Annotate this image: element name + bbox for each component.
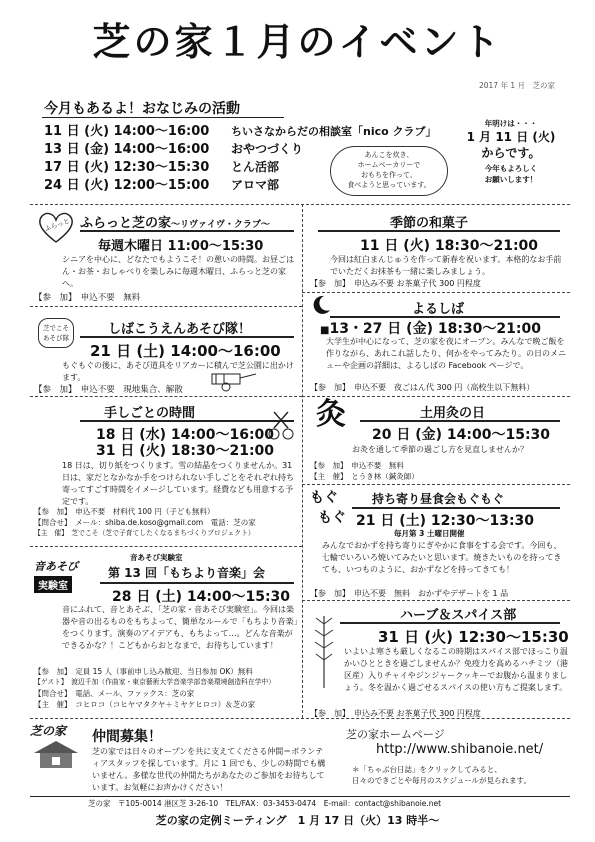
mogumogu-badge-1: もぐ (310, 490, 338, 506)
wagashi-info: 【参 加】 申込み不要 お茶菓子代 300 円程度 (310, 279, 481, 288)
info-value: 申込不要 無料 (80, 293, 141, 303)
info-row: 【参 加】 定員 15 人（事前申し込み歓迎、当日参加 OK）無料 (34, 667, 253, 676)
herb-info: 【参 加】 申込み不要 お茶菓子代 300 円程度 (310, 709, 481, 718)
ongaku-info (34, 666, 302, 710)
ongaku-body: 音にふれて、音とあそぶ、｢芝の家・音あそび実験室｣。今回は楽器や音の出るものをもちよって、簡単なルールで「もちより音楽」をつくります。演奏のアイデアも、もちよって…。どんな音楽ができるかな？！こどもからおとなまで、お待ちしています！ (62, 605, 298, 650)
homepage-label: 芝の家ホームページ (346, 728, 445, 741)
tegoto-time-2: 31 日 (火) 18:30〜21:00 (96, 443, 275, 459)
info-value: 申込不要 現地集合、解散 (80, 385, 183, 395)
shibakouen-info: 【参 加】 申込不要 現地集合、解散 (34, 385, 183, 395)
shibakouen-body: もぐもぐの後に、あそび道具をリアカーに積んで芝公園に出かけます。 (62, 361, 294, 382)
page-subtitle: 2017 年 1 月 芝の家 (478, 81, 555, 90)
info-row: 【主 催】 芝でこそ（芝で子育てしたくなるまちづくりプロジェクト） (34, 529, 255, 537)
furatto-badge-text: ふらっと (43, 216, 71, 234)
logo-text: 芝の家 (30, 724, 67, 738)
info-value: とうき林（鍼灸師） (351, 472, 419, 481)
herb-icon (312, 610, 336, 690)
info-value: 申込不要 夜ごはん代 300 円（高校生以下無料） (354, 383, 535, 392)
shibakouen-time: 21 日 (土) 14:00〜16:00 (90, 342, 281, 360)
info-label: 参 加 (318, 279, 342, 288)
ongaku-logo (34, 558, 96, 594)
furatto-title-main: ふらっと芝の家 (80, 216, 172, 231)
doyou-time: 20 日 (金) 14:00〜15:30 (372, 427, 551, 443)
regular-bubble: あんこを炊き、 ホームベーカリーで おもちを作って、 食べようと思っています。 (330, 146, 448, 196)
wagashi-time: 11 日 (火) 18:30〜21:00 (360, 238, 539, 254)
mogumogu-badge (310, 488, 346, 528)
info-label: 主 催 (317, 472, 340, 481)
info-value: 渡辺千加（作曲家・東京藝術大学音楽学部音楽環境創造科在学中） (71, 678, 276, 686)
page-title: 芝の家１月のイベント (92, 20, 503, 64)
cart-icon (204, 370, 260, 392)
info-value: 申込不要 無料 おかずやデザートを 1 品 (354, 589, 509, 598)
scissors-icon (268, 410, 294, 444)
info-label: 主 催 (41, 700, 64, 709)
info-label: 参 加 (42, 385, 69, 395)
nakama-body: 芝の家では日々のオープンを共に支えてくださる仲間＝ボランティアスタッフを探しています。月に 1 回でも、少しの時間でも構いません。多様な世代の仲間たちがあなたのご参加をお待ちしています。お気軽にお声かけください！ (92, 747, 326, 792)
yorushiba-info: 【参 加】 申込不要 夜ごはん代 300 円（高校生以下無料） (310, 383, 535, 392)
house-icon (30, 739, 82, 769)
mogumogu-info: 【参 加】 申込不要 無料 おかずやデザートを 1 品 (310, 589, 509, 598)
ongaku-logo-bottom: 実験室 (34, 576, 72, 593)
info-value: 申込み不要 お茶菓子代 300 円程度 (354, 279, 481, 288)
mogumogu-body: みんなでおかずを持ち寄りにぎやかに食事をする会です。今回も、七輪でいろいろ焼いてみたいと思います。焼きたいものを持ってきても、いつものように、おかずなどを持ってきても！ (322, 541, 562, 574)
info-label: 主 催 (40, 529, 62, 537)
furatto-title-sub: 〜リヴァイヴ・クラブ〜 (171, 220, 270, 230)
yorushiba-time (320, 318, 541, 338)
homepage-note: ＊「ちゃぶ台日誌」をクリックしてみると、 日々のできごとや毎月のスケジュールが見られます。 (352, 765, 531, 785)
mogumogu-time: 21 日 (土) 12:30〜13:30 (356, 513, 535, 529)
regular-date: 13 日 (金) 14:00〜16:00 (44, 142, 210, 157)
regular-date: 24 日 (火) 12:00〜15:00 (44, 178, 210, 193)
herb-body: いよいよ寒さも厳しくなるこの時期はスパイス部でほっこり温かいひとときを過ごしませんか？免疫力を高めるハチミツ（港区産）入りチャイやジンジャークッキーでお腹から温まりましょう。冬を温かく過ごせるスパイスの使い方もご提案します。 (344, 647, 568, 692)
newyear-line1: 年明けは・・・ (484, 119, 538, 128)
info-row: 【参 加】 申込不要 無料 (310, 461, 404, 470)
home-icon: ■ (320, 325, 330, 336)
info-label: 参 加 (41, 507, 64, 516)
doyou-body: お灸を通して季節の過ごし方を見直しませんか？ (352, 445, 528, 454)
info-row: 【問合せ】 電話、メール、ファックス：芝の家 (34, 689, 195, 698)
regular-row (44, 120, 437, 139)
regular-name: アロマ部 (231, 178, 280, 192)
tegoto-title: 手しごとの時間 (104, 406, 196, 421)
info-label: ゲスト (40, 678, 61, 686)
furatto-title (80, 212, 270, 231)
doyou-info (310, 460, 419, 482)
info-value: コヒロコ（コヒヤマタクヤ＋ミヤケヒロコ）＆芝の家 (75, 700, 256, 709)
info-row: 【問合せ】 メール：shiba.de.koso@gmail.com 電話：芝の家 (34, 518, 256, 527)
homepage-url[interactable]: http://www.shibanoie.net/ (376, 742, 544, 757)
info-label: 参 加 (41, 667, 64, 676)
doyou-kanji: 灸 (316, 397, 346, 432)
yorushiba-title: よるしば (412, 302, 465, 317)
info-value: 申込不要 無料 (351, 461, 404, 470)
info-value: 定員 15 人（事前申し込み歓迎、当日参加 OK）無料 (75, 667, 253, 676)
info-row: 【参 加】 申込不要 材料代 100 円（子ども無料） (34, 507, 215, 516)
furatto-body: シニアを中心に、どなたでもようこそ！の憩いの時間。お昼ごはん・お茶・おしゃべりを楽しみに毎週木曜日、ふらっと芝の家へ。 (62, 255, 294, 288)
shibakouen-title: しばこうえんあそび隊！ (108, 322, 252, 337)
info-label: 問合せ (41, 518, 64, 527)
herb-time: 31 日 (火) 12:30〜15:30 (378, 628, 569, 646)
yorushiba-body: 大学生が中心になって、芝の家を夜にオープン。みんなで晩ご飯を作りながら、あれこれ話したり、何かをやってみたり。の日のメニューや企画の詳細は、よるしばの Facebook ページで。 (326, 337, 566, 370)
shibanoie-logo (30, 722, 88, 772)
ongaku-title: 第 13 回「もちより音楽」会 (108, 566, 266, 580)
tegoto-info (34, 506, 302, 539)
regular-date: 17 日 (火) 12:30〜15:30 (44, 160, 210, 175)
furatto-info: 【参 加】 申込不要 無料 (34, 293, 141, 303)
newyear-date: 1 月 11 日 (火) (466, 130, 556, 144)
regular-name: とん活部 (231, 160, 280, 174)
info-row: 【主 催】 とうき林（鍼灸師） (310, 472, 419, 481)
yorushiba-time-text: 13・27 日 (金) 18:30〜21:00 (329, 321, 541, 337)
mogumogu-sub: 毎月第 3 土曜日開催 (394, 529, 465, 538)
info-label: 参 加 (42, 293, 69, 303)
wagashi-body: 今回は紅白まんじゅうを作って新春を祝います。本格的なお手前でいただくお抹茶も一緒に楽しみましょう。 (330, 255, 562, 276)
info-value: 申込み不要 お茶菓子代 300 円程度 (354, 709, 481, 718)
regular-name: ちいさなからだの相談室「nico クラブ」 (231, 125, 437, 138)
newyear-greeting: 今年もよろしく お願いします！ (484, 164, 538, 184)
info-row: 【主 催】 コヒロコ（コヒヤマタクヤ＋ミヤケヒロコ）＆芝の家 (34, 700, 256, 709)
footer-address: 芝の家 〒105-0014 港区芝 3-26-10 TEL/FAX：03-3453-0474 E-mail：contact@shibanoie.net (88, 799, 442, 808)
info-value: 電話、メール、ファックス：芝の家 (75, 689, 195, 698)
shibakouen-badge: 芝でこそ あそび隊 (38, 318, 74, 348)
furatto-badge (36, 210, 76, 244)
info-value: 芝でこそ（芝で子育てしたくなるまちづくりプロジェクト） (71, 529, 255, 537)
mogumogu-title: 持ち寄り昼食会もぐもぐ (372, 492, 505, 506)
regular-heading: 今月もあるよ！おなじみの活動 (44, 101, 240, 117)
info-row: 【ゲスト】 渡辺千加（作曲家・東京藝術大学音楽学部音楽環境創造科在学中） (34, 678, 276, 686)
info-label: 問合せ (41, 689, 64, 698)
info-value: メール：shiba.de.koso@gmail.com 電話：芝の家 (75, 518, 256, 527)
ongaku-pre: 音あそび実験室 (130, 553, 183, 562)
ongaku-time: 28 日 (土) 14:00〜15:30 (112, 589, 291, 605)
mogumogu-badge-2: もぐ (318, 510, 346, 526)
ongaku-logo-top: 音あそび (34, 560, 78, 573)
newyear-line3: からです。 (481, 146, 541, 160)
herb-title: ハーブ＆スパイス部 (400, 608, 517, 623)
furatto-time: 毎週木曜日 11:00〜15:30 (98, 239, 264, 254)
moon-icon (310, 294, 332, 316)
nakama-title: 仲間募集！ (92, 729, 162, 745)
info-label: 参 加 (317, 461, 340, 470)
info-label: 参 加 (318, 383, 342, 392)
regular-name: おやつづくり (231, 142, 304, 156)
wagashi-title: 季節の和菓子 (390, 216, 469, 231)
tegoto-body: 18 日は、切り紙をつくります。雪の結晶をつくりませんか。31 日は、家だとなかなか手をつけられない手しごとをそれぞれ持ち寄ってすごす時間をイメージしています。経費なども用意する予定です。 (62, 461, 294, 506)
regular-date: 11 日 (火) 14:00〜16:00 (44, 124, 210, 139)
newyear-note (456, 118, 566, 185)
info-value: 申込不要 材料代 100 円（子ども無料） (75, 507, 215, 516)
info-label: 参 加 (318, 709, 342, 718)
info-label: 参 加 (318, 589, 342, 598)
doyou-title: 土用灸の日 (420, 406, 486, 421)
footer-meeting: 芝の家の定例ミーティング 1 月 17 日（火）13 時半〜 (155, 814, 440, 827)
tegoto-time-1: 18 日 (水) 14:00〜16:00 (96, 427, 275, 443)
